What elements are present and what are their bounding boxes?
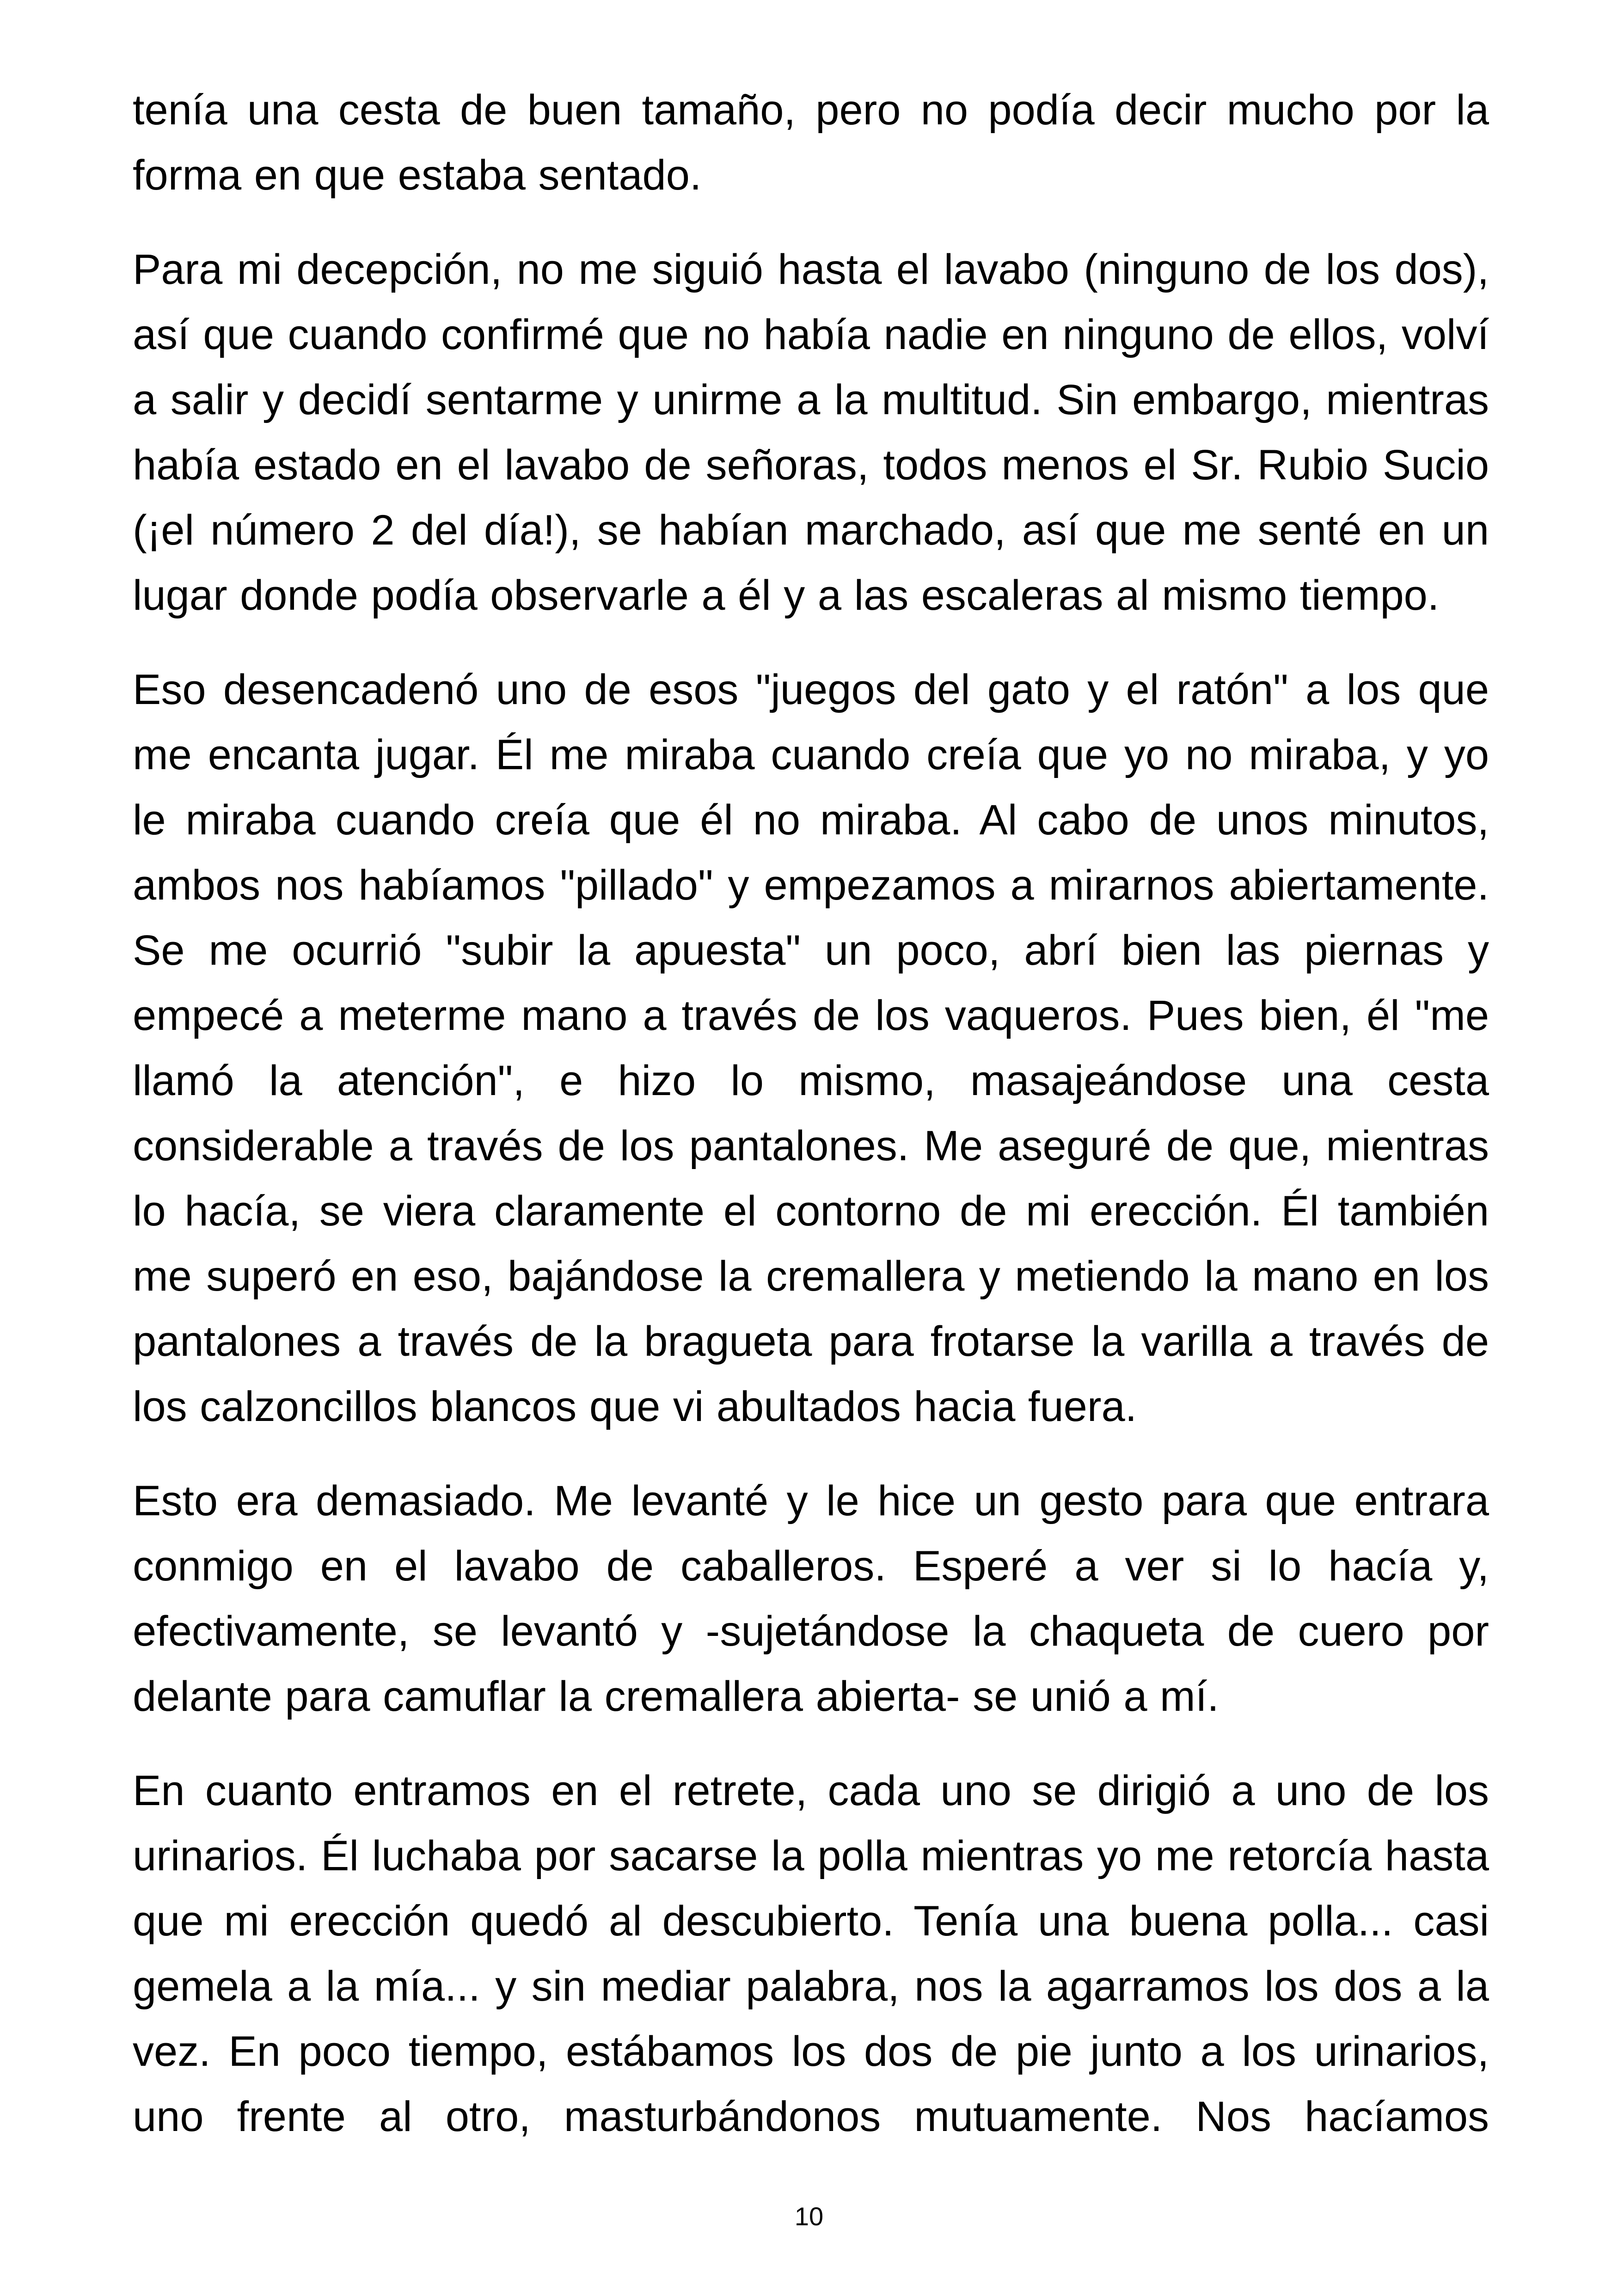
body-text: [133, 78, 1489, 2179]
paragraph-3: Eso desencadenó uno de esos "juegos del gato y el ratón" a los que me encanta jugar. Él me miraba cuando creía que yo no miraba, y yo le miraba cuando creía que él no miraba. Al cabo de unos minutos, ambos nos habíamos "pillado" y empezamos a mirarnos abiertamente. Se me ocurrió "subir la apuesta" un poco, abrí bien las piernas y empecé a meterme mano a través de los vaqueros. Pues bien, él "me llamó la atención", e hizo lo mismo, masajeándose una cesta considerable a través de los pantalones. Me aseguré de que, mientras lo hacía, se viera claramente el contorno de mi erección. Él también me superó en eso, bajándose la cremallera y metiendo la mano en los pantalones a través de la bragueta para frotarse la varilla a través de los calzoncillos blancos que vi abultados hacia fuera.: [133, 666, 1489, 1430]
paragraph-4: Esto era demasiado. Me levanté y le hice un gesto para que entrara conmigo en el lavabo de caballeros. Esperé a ver si lo hacía y, efectivamente, se levantó y -sujetándose la chaqueta de cuero por delante para camuflar la cremallera abierta- se unió a mí.: [133, 1477, 1489, 1720]
paragraph-2: Para mi decepción, no me siguió hasta el lavabo (ninguno de los dos), así que cuando confirmé que no había nadie en ninguno de ellos, volví a salir y decidí sentarme y unirme a la multitud. Sin embargo, mientras había estado en el lavabo de señoras, todos menos el Sr. Rubio Sucio (¡el número 2 del día!), se habían marchado, así que me senté en un lugar donde podía observarle a él y a las escaleras al mismo tiempo.: [133, 246, 1489, 619]
paragraph-5: En cuanto entramos en el retrete, cada uno se dirigió a uno de los urinarios. Él luchaba por sacarse la polla mientras yo me retorcía hasta que mi erección quedó al descubierto. Tenía una buena polla... casi gemela a la mía... y sin mediar palabra, nos la agarramos los dos a la vez. En poco tiempo, estábamos los dos de pie junto a los urinarios, uno frente al otro, masturbándonos mutuamente. Nos hacíamos: [133, 1767, 1489, 2140]
page-number: 10: [794, 2202, 824, 2231]
paragraph-1: tenía una cesta de buen tamaño, pero no podía decir mucho por la forma en que estaba sentado.: [133, 86, 1489, 199]
